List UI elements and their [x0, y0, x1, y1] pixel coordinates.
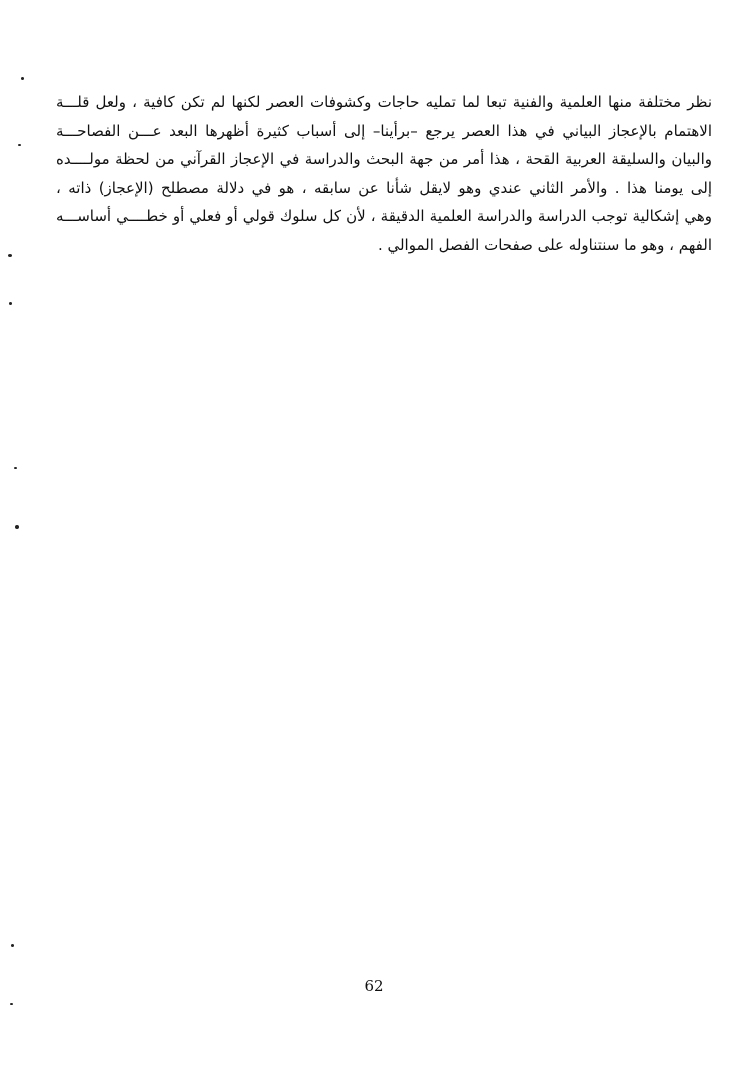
scan-speck [8, 254, 12, 257]
text-line: الفهم ، وهو ما سنتناوله على صفحات الفصل الموالي . [377, 235, 712, 254]
scan-speck [9, 302, 12, 305]
scan-speck [14, 467, 17, 469]
text-line: والبيان والسليقة العربية القحة ، هذا أمر من جهة البحث والدراسة في الإعجاز القرآني من لحظة مولــــده [56, 150, 712, 168]
scan-speck [21, 77, 24, 80]
scan-speck [11, 944, 14, 947]
body-paragraph [56, 88, 712, 259]
page-number: 62 [364, 977, 384, 995]
text-line: وهي إشكالية توجب الدراسة والدراسة العلمية الدقيقة ، لأن كل سلوك قولي أو فعلي أو خطــــي أساســـه [56, 207, 712, 225]
scan-speck [18, 144, 21, 146]
text-line: نظر مختلفة منها العلمية والفنية تبعا لما تمليه حاجات وكشوفات العصر لكنها لم تكن كافية ، ولعل قلـــة [56, 93, 712, 111]
text-line: إلى يومنا هذا . والأمر الثاني عندي وهو لايقل شأنا عن سابقه ، هو في دلالة مصطلح (الإعجاز) ذاته ، [56, 178, 712, 197]
scan-speck [15, 525, 19, 529]
text-line: الاهتمام بالإعجاز البياني في هذا العصر يرجع –برأينا– إلى أسباب كثيرة أظهرها البعد عـــن الفصاحـــة [56, 121, 712, 140]
scan-speck [10, 1003, 13, 1005]
